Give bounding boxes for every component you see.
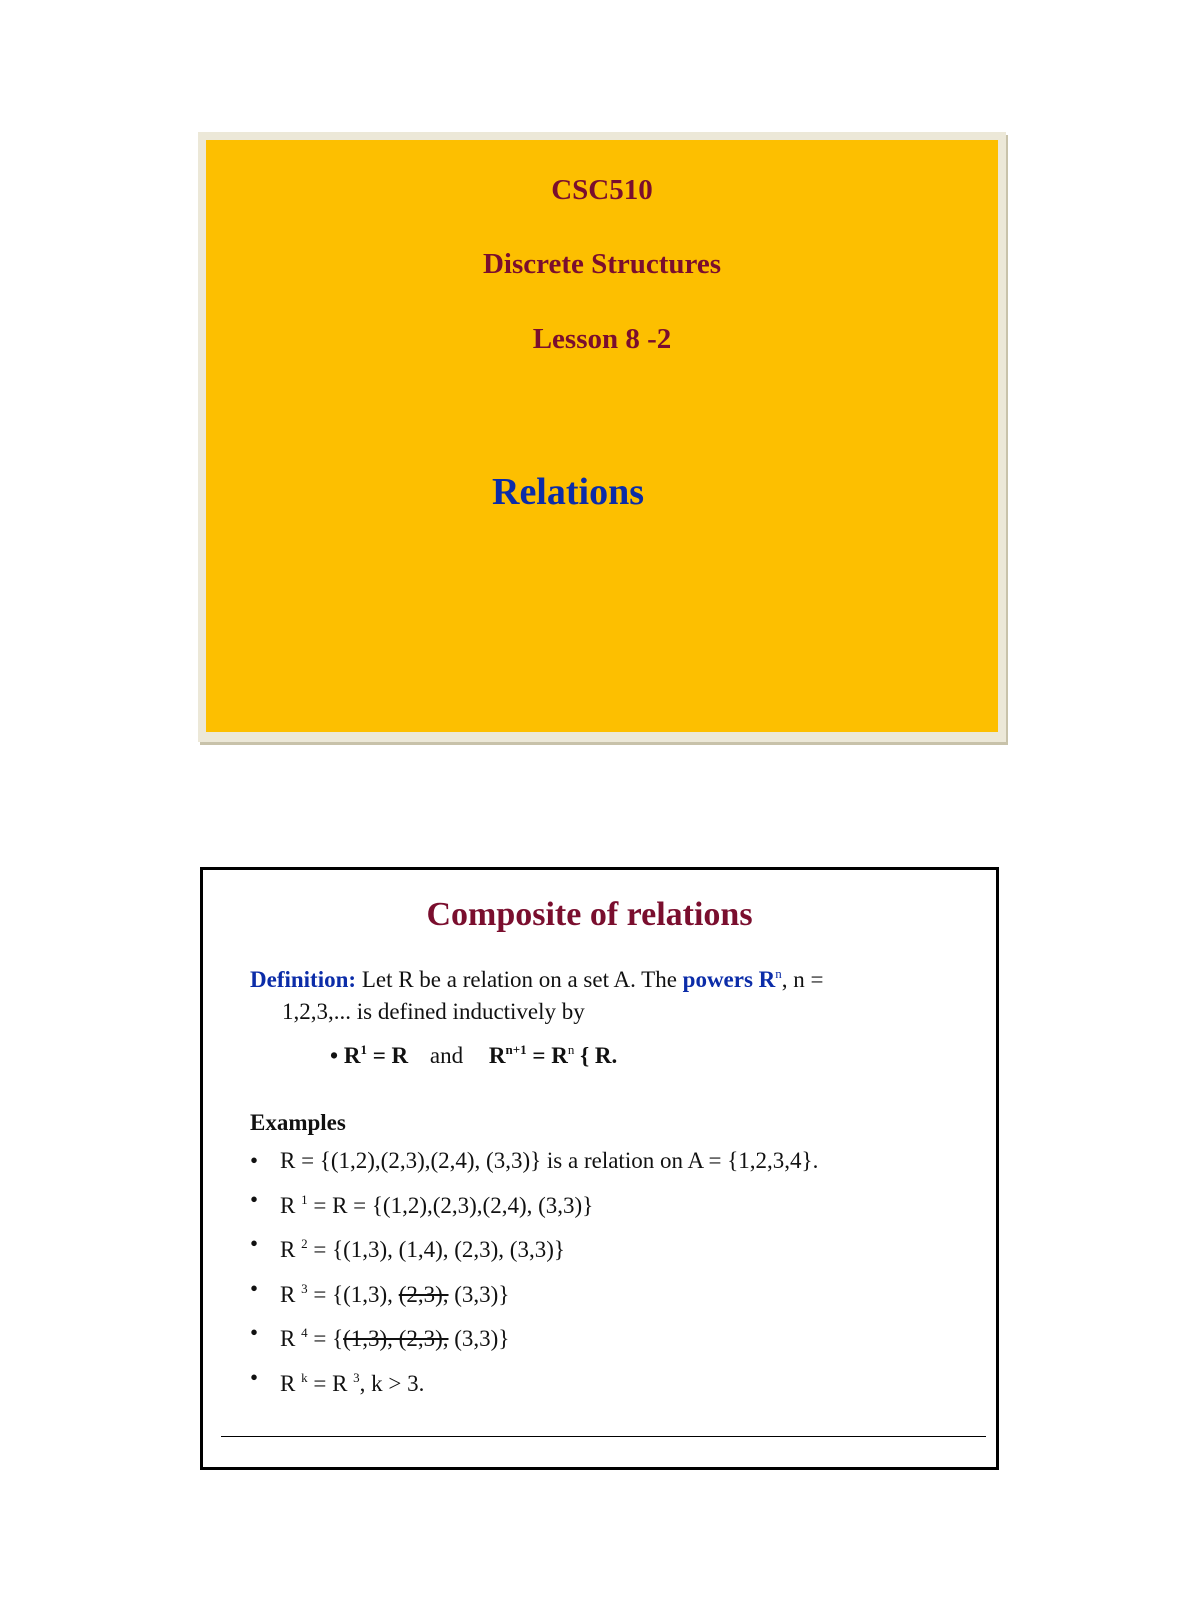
list-item	[250, 1181, 966, 1226]
list-item	[250, 1225, 966, 1270]
bullet: •	[250, 1186, 259, 1212]
slide-title: Composite of relations	[426, 896, 753, 933]
powers-label: powers R	[682, 967, 776, 992]
example-text: = {(1,3), (1,4), (2,3), (3,3)}	[307, 1237, 565, 1262]
example-text: (3,3)}	[448, 1281, 510, 1307]
bullet: •	[250, 1364, 259, 1390]
power-formula	[250, 1034, 966, 1072]
example-sup: 3	[353, 1369, 360, 1385]
rn-lhs: R	[488, 1043, 506, 1068]
example-text: R	[280, 1326, 302, 1351]
content-slide	[200, 867, 999, 1470]
powers-superscript: n	[775, 966, 782, 981]
struck-pair: (2,3),	[398, 1281, 449, 1307]
rn-mid: = R	[526, 1043, 568, 1068]
example-text: (3,3)}	[448, 1326, 510, 1351]
footer-divider	[221, 1436, 986, 1437]
course-subject: Discrete Structures	[482, 248, 722, 280]
example-text: = {	[307, 1326, 344, 1351]
struck-pair: (1,3), (2,3),	[343, 1326, 449, 1351]
example-sup: 1	[301, 1191, 308, 1207]
example-text: R	[280, 1237, 302, 1262]
rn-sup: n+1	[505, 1042, 527, 1057]
example-sup: 2	[301, 1236, 308, 1251]
bullet: •	[250, 1231, 259, 1256]
slide-body	[250, 958, 966, 1403]
definition-text-b: , n =	[781, 967, 824, 992]
r1-sup: 1	[360, 1042, 367, 1057]
example-text: = R = {(1,2),(2,3),(2,4), (3,3)}	[307, 1192, 594, 1218]
lesson-number: Lesson 8 -2	[532, 323, 672, 355]
example-text: R	[280, 1281, 302, 1307]
example-text: = R	[307, 1370, 354, 1396]
list-item	[250, 1270, 966, 1315]
definition-line	[250, 958, 966, 996]
list-item	[250, 1142, 966, 1181]
example-text: R = {(1,2),(2,3),(2,4), (3,3)} is a relation on A = {1,2,3,4}.	[280, 1148, 819, 1173]
bullet: •	[250, 1320, 259, 1345]
examples-list	[250, 1142, 966, 1403]
rn-rhs: { R.	[574, 1043, 618, 1068]
example-text: , k > 3.	[359, 1370, 425, 1396]
example-sup: k	[301, 1369, 308, 1385]
bullet: •	[250, 1148, 259, 1173]
definition-label: Definition:	[250, 967, 357, 992]
and-word: and	[429, 1043, 464, 1068]
list-item	[250, 1359, 966, 1404]
formula-bullet: •	[330, 1043, 339, 1068]
example-text: R	[280, 1370, 302, 1396]
r1-rhs: = R	[366, 1043, 409, 1068]
bullet: •	[250, 1275, 259, 1301]
course-code: CSC510	[551, 174, 653, 206]
example-text: R	[280, 1192, 302, 1218]
lesson-topic: Relations	[492, 471, 644, 513]
example-sup: 4	[301, 1325, 308, 1340]
rn-sup2: n	[567, 1042, 575, 1057]
list-item	[250, 1314, 966, 1359]
example-sup: 3	[301, 1280, 308, 1296]
example-text: = {(1,3),	[307, 1281, 399, 1307]
definition-text: Let R be a relation on a set A. The	[356, 967, 683, 992]
title-slide	[206, 140, 998, 732]
examples-heading: Examples	[250, 1110, 346, 1135]
r1-lhs: R	[343, 1043, 361, 1068]
definition-continuation: 1,2,3,... is defined inductively by	[282, 999, 585, 1024]
powers-term	[683, 967, 782, 992]
